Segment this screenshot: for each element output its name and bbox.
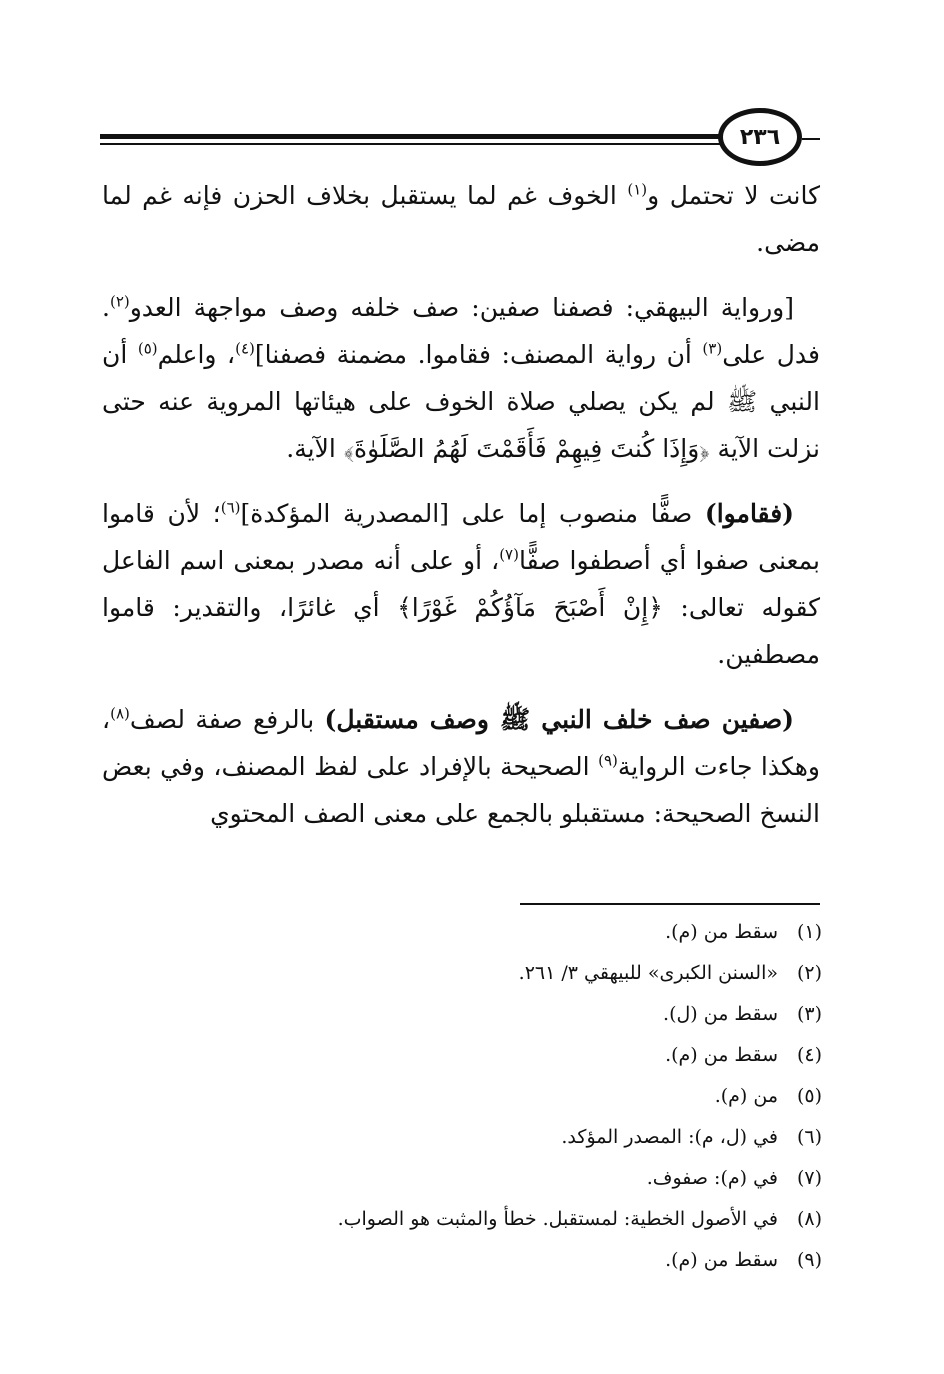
footnote-ref: (٨) <box>110 704 130 723</box>
footnote-ref: (٦) <box>220 498 241 517</box>
text-span: ، واعلم <box>157 340 236 369</box>
text-span: أن رواية المصنف: فقاموا. مضمنة فصفنا] <box>254 340 703 369</box>
footnote-text: في (م): صفوف. <box>646 1167 778 1189</box>
footnote-ref: (٧) <box>499 545 519 564</box>
footnote-text: سقط من (م). <box>665 921 778 943</box>
paragraph-4 <box>102 696 820 837</box>
header-rule-thick <box>100 134 720 139</box>
paragraph-3 <box>102 490 820 678</box>
footnote-text: «السنن الكبرى» للبيهقي ٣/ ٢٦١. <box>518 962 778 984</box>
text-span: الصحيحة بالإفراد على لفظ المصنف، وفي بعض النسخ الصحيحة: مستقبلو بالجمع على معنى الصف المحتوي <box>102 752 820 828</box>
footnote-text: في الأصول الخطية: لمستقبل. خطأ والمثبت هو الصواب. <box>337 1208 778 1230</box>
text-span: ؛ لأن قاموا بمعنى صفوا أي أصطفوا صفًّا <box>102 499 820 575</box>
footnotes <box>102 912 822 1281</box>
text-span: صفًّا منصوب إما على [المصدرية المؤكدة] <box>240 499 705 528</box>
footnote-number: (٨) <box>796 1208 822 1230</box>
footnote-item <box>102 1240 822 1281</box>
footnote-text: سقط من (م). <box>665 1044 778 1066</box>
footnote-text: من (م). <box>714 1085 778 1107</box>
footnote-ref: (٥) <box>137 339 158 358</box>
footnote-ref: (١) <box>627 180 648 199</box>
main-text <box>102 172 820 855</box>
header-rule-stub <box>802 138 820 140</box>
footnote-ref: (٢) <box>109 292 130 311</box>
text-span: ، أو على أنه مصدر بمعنى اسم الفاعل كقوله تعالى: ﴿إِنْ أَصْبَحَ مَآؤُكُمْ غَوْرًا﴾ أي غائرًا، والتقدير: قاموا مصطفين. <box>102 546 820 669</box>
footnote-ref: (٤) <box>235 339 255 358</box>
text-span: [ورواية البيهقي: فصفنا صفين: صف خلفه وصف مواجهة العدو <box>129 293 794 322</box>
text-span: ، وهكذا جاءت الرواية <box>102 705 821 781</box>
footnote-number: (٩) <box>796 1249 822 1271</box>
header-rule-thin <box>100 143 720 145</box>
text-span: أن النبي ﷺ لم يكن يصلي صلاة الخوف على هيئاتها المروية عنه حتى نزلت الآية ﴿وَإِذَا كُنتَ فِيهِمْ فَأَقَمْتَ لَهُمُ الصَّلَوٰةَ﴾ الآية. <box>102 340 820 463</box>
bold-lemma: (فقاموا) <box>704 499 794 528</box>
footnote-number: (٢) <box>796 962 822 984</box>
paragraph-2 <box>102 284 820 472</box>
footnote-text: سقط من (ل). <box>663 1003 778 1025</box>
footnote-number: (٥) <box>796 1085 822 1107</box>
footnote-text: في (ل، م): المصدر المؤكد. <box>561 1126 778 1148</box>
text-span: بالرفع صفة لصف <box>129 705 325 734</box>
footnote-ref: (٣) <box>702 339 723 358</box>
footnote-item <box>102 1117 822 1158</box>
footnote-item <box>102 994 822 1035</box>
footnote-number: (٦) <box>796 1126 822 1148</box>
footnote-text: سقط من (م). <box>665 1249 778 1271</box>
footnote-item <box>102 1199 822 1240</box>
page-number: ٢٣٦ <box>718 108 802 166</box>
footnote-number: (٧) <box>796 1167 822 1189</box>
text-span: . فدل على <box>102 293 820 369</box>
paragraph-1 <box>102 172 820 266</box>
footnote-item <box>102 912 822 953</box>
page-header <box>100 108 820 170</box>
footnote-divider <box>520 903 820 905</box>
footnote-number: (٤) <box>796 1044 822 1066</box>
bold-lemma: (صفين صف خلف النبي ﷺ وصف مستقبل) <box>324 705 794 734</box>
footnote-item <box>102 953 822 994</box>
footnote-number: (١) <box>796 921 822 943</box>
text-span: الخوف غم لما يستقبل بخلاف الحزن فإنه غم لما مضى. <box>102 181 820 257</box>
footnote-item <box>102 1035 822 1076</box>
footnote-number: (٣) <box>796 1003 822 1025</box>
footnote-item <box>102 1158 822 1199</box>
footnote-item <box>102 1076 822 1117</box>
text-span: كانت لا تحتمل و <box>647 181 820 210</box>
footnote-ref: (٩) <box>598 751 618 770</box>
